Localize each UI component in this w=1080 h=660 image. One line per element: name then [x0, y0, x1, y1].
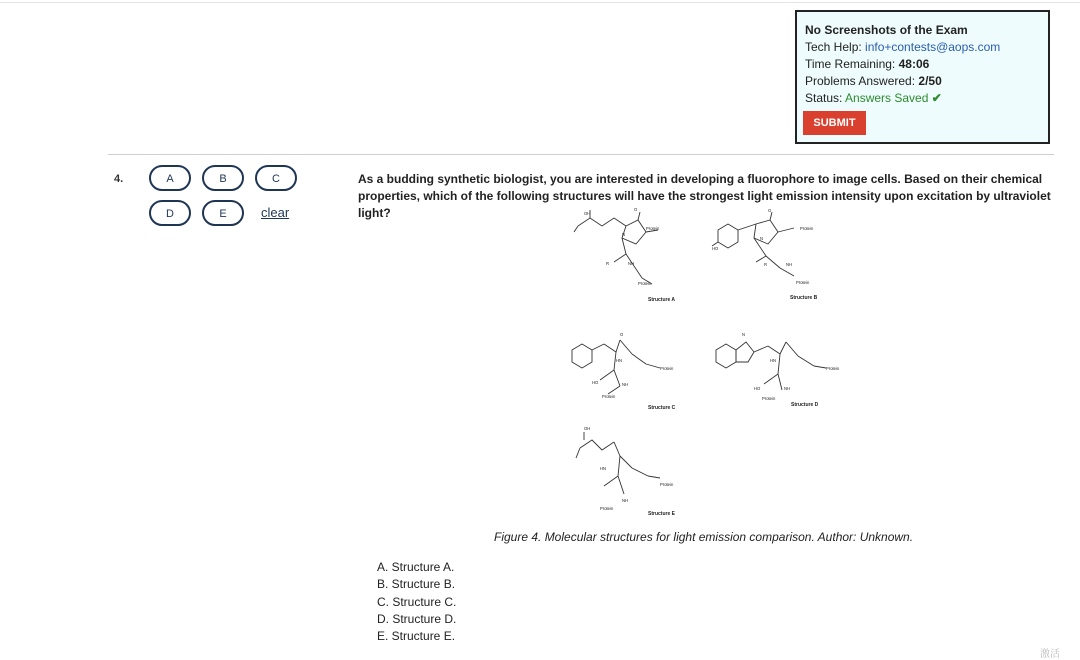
answer-option-c: C. Structure C.	[377, 594, 457, 609]
atom-label-hn-c: HN	[616, 358, 623, 363]
question-number: 4.	[114, 173, 124, 185]
atom-label-protein-b2: Protein	[796, 280, 810, 285]
figure-caption: Figure 4. Molecular structures for light emission comparison. Author: Unknown.	[494, 530, 914, 544]
molecular-structures-figure	[560, 204, 880, 524]
atom-label-r-a: R	[606, 261, 610, 266]
choice-c-button[interactable]: C	[255, 165, 297, 191]
activation-watermark: 激活	[1040, 649, 1060, 660]
answer-option-b: B. Structure B.	[377, 577, 456, 592]
structure-c-label: Structure C	[648, 405, 676, 411]
atom-label-h-d: N	[742, 332, 746, 337]
atom-label-r-b: R	[764, 262, 768, 267]
clear-answer-link[interactable]: clear	[261, 205, 290, 220]
problems-answered-line: Problems Answered: 2/50	[805, 74, 942, 88]
atom-label-protein-d1: Protein	[826, 366, 840, 371]
structure-b-label: Structure B	[790, 295, 818, 301]
save-status-line: Status: Answers Saved ✔	[805, 91, 942, 105]
atom-label-protein-e2: Protein	[600, 506, 614, 511]
atom-label-n-b: N	[760, 236, 764, 241]
atom-label-protein-a2: Protein	[638, 281, 652, 286]
atom-label-hn-e: HN	[600, 466, 607, 471]
atom-label-nh-b: NH	[786, 262, 793, 267]
atom-label-n-a: N	[622, 232, 626, 237]
no-screenshots-notice: No Screenshots of the Exam	[805, 23, 968, 37]
structure-d-drawing	[716, 342, 826, 390]
submit-button[interactable]: SUBMIT	[803, 111, 866, 135]
structure-e-label: Structure E	[648, 511, 675, 517]
atom-label-nh-e: NH	[622, 498, 629, 503]
structure-d-label: Structure D	[791, 402, 819, 408]
structure-c-drawing	[572, 340, 660, 394]
answer-option-e: E. Structure E.	[377, 629, 456, 644]
structure-b-drawing	[712, 212, 794, 276]
atom-label-hn-d: HN	[770, 358, 777, 363]
save-status-value: Answers Saved	[845, 91, 929, 105]
choice-d-button[interactable]: D	[149, 200, 191, 226]
atom-label-protein-c2: Protein	[602, 394, 616, 399]
atom-label-oh-e: OH	[584, 426, 591, 431]
atom-label-protein-d2: Protein	[762, 396, 776, 401]
answer-option-d: D. Structure D.	[377, 611, 457, 626]
structure-e-drawing	[576, 432, 660, 494]
atom-label-protein-a1: Protein	[646, 226, 660, 231]
tech-help-line: Tech Help: info+contests@aops.com	[805, 40, 1001, 54]
choice-e-button[interactable]: E	[202, 200, 244, 226]
atom-label-ho-b: HO	[712, 246, 719, 251]
atom-label-protein-b1: Protein	[800, 226, 814, 231]
atom-label-ho-d: HO	[754, 386, 761, 391]
tech-help-email-link[interactable]: info+contests@aops.com	[865, 40, 1001, 54]
top-divider	[0, 2, 1080, 3]
answer-options-list	[377, 559, 456, 645]
atom-label-o-b: O	[768, 208, 772, 213]
time-remaining-value: 48:06	[898, 57, 930, 71]
atom-label-protein-e1: Protein	[660, 482, 674, 487]
exam-status-panel	[795, 10, 1050, 144]
atom-label-o-c: O	[620, 332, 624, 337]
atom-label-nh-d: NH	[784, 386, 791, 391]
section-divider	[108, 154, 1054, 155]
answer-option-a: A. Structure A.	[377, 560, 455, 574]
atom-label-oh-a: OH	[584, 211, 591, 216]
atom-label-nh-a: NH	[628, 261, 635, 266]
choice-b-button[interactable]: B	[202, 165, 244, 191]
atom-label-nh-c: NH	[622, 382, 629, 387]
structure-a-drawing	[574, 210, 658, 284]
atom-label-o-a: O	[634, 207, 638, 212]
checkmark-icon: ✔	[931, 91, 942, 105]
time-remaining-line: Time Remaining: 48:06	[805, 57, 930, 71]
structure-a-label: Structure A	[648, 297, 676, 303]
atom-label-protein-c1: Protein	[660, 366, 674, 371]
choice-a-button[interactable]: A	[149, 165, 191, 191]
atom-label-ho-c: HO	[592, 380, 599, 385]
problems-answered-value: 2/50	[918, 74, 942, 88]
question-text: As a budding synthetic biologist, you are interested in developing a fluorophore to image cells. Based on their chemical properties, which of the following structures will have the strongest light emission intensity upon excitation by ultraviolet light?	[358, 172, 1051, 220]
